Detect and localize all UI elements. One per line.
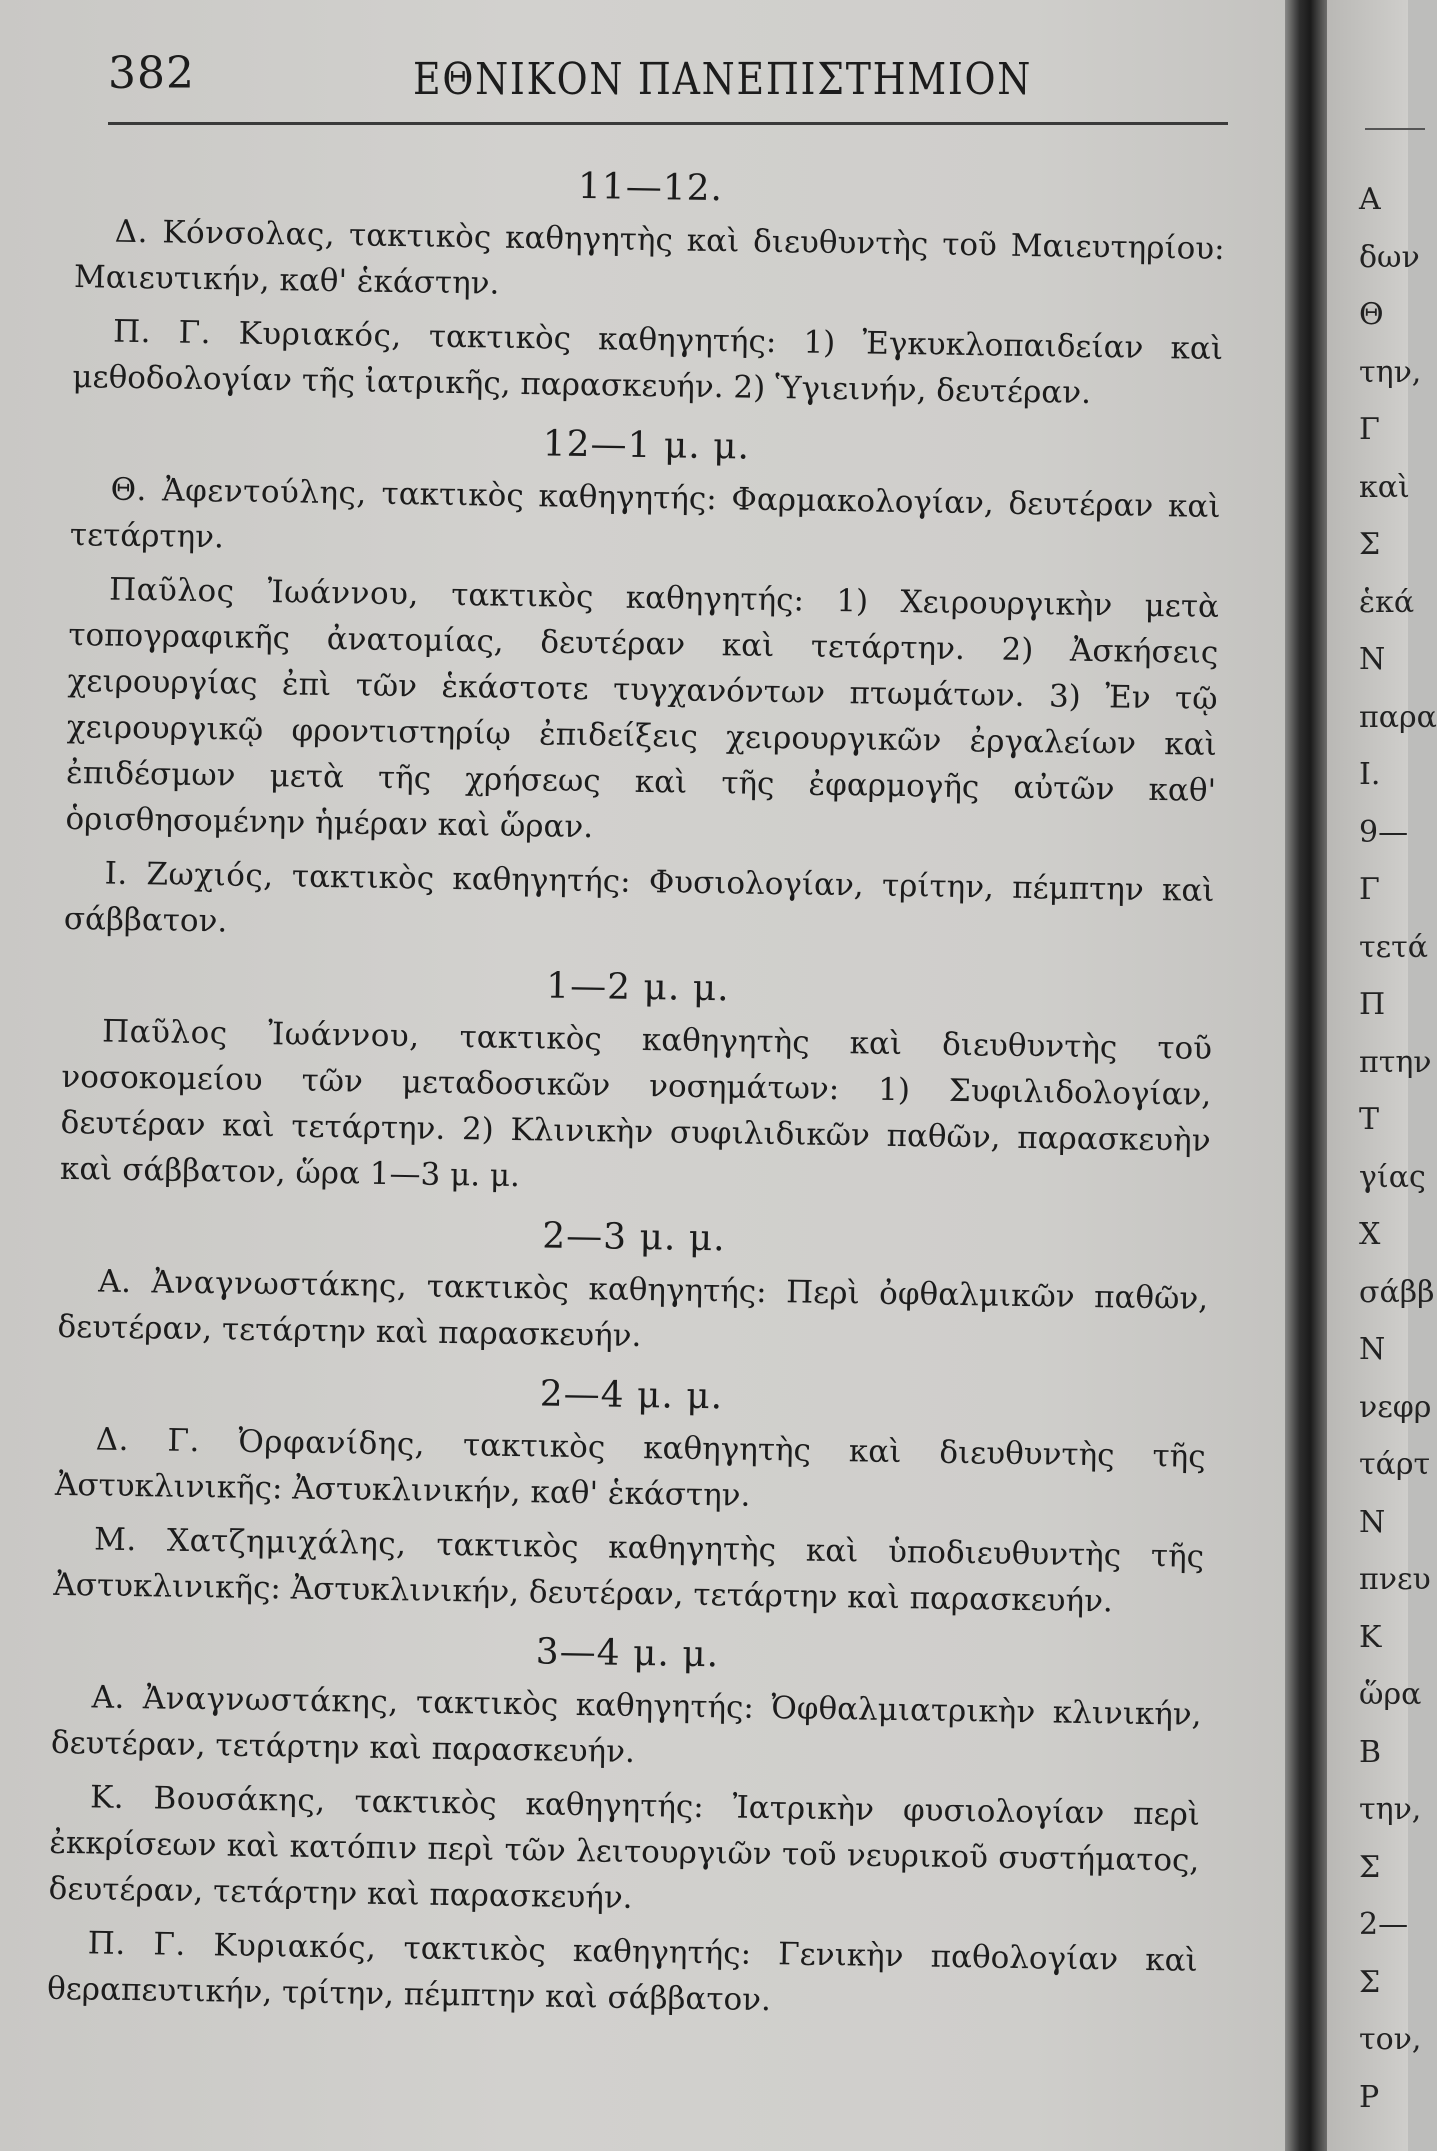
facing-page-fragment: Β [1359,1734,1382,1770]
facing-page-fragment: 9— [1359,814,1409,850]
professor-name: Παῦλος Ἰωάννου, [101,1013,420,1055]
professor-name: Ι. Ζωχιός, [104,855,274,895]
hour-heading: 2—3 μ. μ. [541,1215,726,1260]
facing-page-fragment: την, [1359,1792,1422,1827]
course-description: τακτικὸς καθηγητής: 1) Χειρουργικὴν μετὰ τοπογραφικῆς ἀνατομίας, δευτέραν καὶ τετάρτην. 2) Ἀσκήσεις χειρουργίας ἐπὶ τῶν ἑκάστοτε τυγχανόντων πτωμάτων. 3) Ἐν τῷ χειρουργικῷ φροντιστηρίῳ ἐπιδείξεις χειρουργικῶν ἐργαλείων καὶ ἐπιδέσμων μετὰ τῆς χρήσεως καὶ τῆς ἐφαρμογῆς αὐτῶν καθ' ὁρισθησομένην ἡμέραν καὶ ὥραν. [65,576,1220,846]
hour-heading: 11—12. [577,165,724,210]
book-gutter [1285,0,1327,2151]
page-header [108,48,1228,118]
course-description: τακτικὸς καθηγητὴς καὶ διευθυντὴς τοῦ νοσοκομείου τῶν μεταδοσικῶν νοσημάτων: 1) Συφιλιδολογίαν, δευτέραν καὶ τετάρτην. 2) Κλινικὴν συφιλιδικῶν παθῶν, παρασκευὴν καὶ σάββατον, ὥρα 1—3 μ. μ. [59,1018,1213,1195]
course-entry [47,1920,1198,2030]
course-entry [55,1416,1206,1526]
course-description: τακτικὸς καθηγητής: 1) Ἐγκυκλοπαιδείαν καὶ μεθοδολογίαν τῆς ἰατρικῆς, παρασκευήν. 2) Ὑγιεινήν, δευτέραν. [72,318,1224,411]
course-description: τακτικὸς καθηγητὴς καὶ διευθυντὴς τοῦ Μαιευτηρίου: Μαιευτικήν, καθ' ἑκάστην. [73,217,1225,302]
facing-page-fragment: Ι. [1359,757,1381,792]
professor-name: Παῦλος Ἰωάννου, [108,571,420,613]
facing-page-fragment: Ν [1359,642,1386,677]
facing-page-fragment: Γ [1359,872,1380,907]
course-entry [64,850,1215,960]
hour-heading: 1—2 μ. μ. [545,965,730,1010]
course-entry [53,1516,1204,1626]
professor-name: Π. Γ. Κυριακός, [87,1925,377,1966]
facing-page-fragment: Κ [1359,1619,1382,1655]
course-entry [51,1674,1202,1784]
facing-page-fragment: Γ [1359,412,1380,447]
facing-page-fragment: νεφρ [1359,1389,1432,1425]
professor-name: Α. Ἀναγνωστάκης, [91,1679,399,1721]
facing-page-fragment: Ν [1359,1332,1386,1367]
facing-page-fragment: Α [1359,182,1381,217]
facing-page-fragment: παρα [1359,699,1437,735]
facing-page-fragment: 2— [1359,1907,1409,1942]
course-entry [57,1258,1208,1368]
facing-page-fragment: τετά [1359,929,1428,965]
professor-name: Κ. Βουσάκης, [89,1779,326,1820]
facing-page-fragment: ἑκά [1359,584,1415,620]
facing-page-fragment: καὶ [1359,469,1410,505]
page-number: 382 [108,48,195,99]
facing-page-fragment: Π [1359,987,1386,1022]
professor-name: Π. Γ. Κυριακός, [112,313,403,355]
course-entry [48,1774,1200,1930]
professor-name: Δ. Γ. Ὀρφανίδης, [95,1421,426,1463]
facing-page-fragment: σάββ [1359,1274,1435,1310]
facing-page-fragment: Ρ [1359,2079,1380,2115]
course-description: τακτικὸς καθηγητής: Φαρμακολογίαν, δευτέραν καὶ τετάρτην. [69,475,1221,556]
course-entry [65,566,1219,860]
course-description: τακτικὸς καθηγητής: Ὀφθαλμιατρικὴν κλινικήν, δευτέραν, τετάρτην καὶ παρασκευήν. [50,1684,1202,1770]
facing-page-fragment: Σ [1359,1964,1381,2000]
hour-heading: 3—4 μ. μ. [535,1631,720,1676]
course-description: τακτικὸς καθηγητής: Περὶ ὀφθαλμικῶν παθῶν, δευτέραν, τετάρτην καὶ παρασκευήν. [57,1268,1209,1355]
header-rule [108,122,1228,125]
professor-name: Θ. Ἀφεντούλης, [110,471,368,512]
course-description: τακτικὸς καθηγητὴς καὶ διευθυντὴς τῆς Ἀστυκλινικῆς: Ἀστυκλινικήν, καθ' ἑκάστην. [54,1426,1206,1514]
facing-page-fragment: ὥρα [1359,1677,1422,1712]
facing-page-fragment: Ν [1359,1504,1386,1540]
facing-page-fragment: Θ [1359,297,1384,332]
course-entry [60,1008,1213,1210]
facing-page-fragment: δων [1359,239,1420,275]
course-description: τακτικὸς καθηγητής: Φυσιολογίαν, τρίτην, πέμπτην καὶ σάββατον. [63,858,1215,940]
running-head: ΕΘΝΙΚΟΝ ΠΑΝΕΠΙΣΤΗΜΙΟΝ [413,54,1033,105]
course-description: τακτικὸς καθηγητὴς καὶ ὑποδιευθυντὴς τῆς Ἀστυκλινικῆς: Ἀστυκλινικήν, δευτέραν, τετάρτην καὶ παρασκευήν. [53,1526,1205,1620]
schedule-body [47,150,1226,2038]
facing-header-rule [1365,128,1425,130]
facing-page-fragment: Τ [1359,1102,1380,1137]
course-description: τακτικὸς καθηγητής: Γενικὴν παθολογίαν καὶ θεραπευτικήν, τρίτην, πέμπτην καὶ σάββατον. [46,1929,1198,2019]
professor-name: Μ. Χατζημιχάλης, [93,1521,407,1563]
hour-heading: 12—1 μ. μ. [542,423,751,468]
professor-name: Α. Ἀναγνωστάκης, [97,1263,408,1305]
facing-page-fragment: Σ [1359,527,1381,562]
facing-page-fragment: την, [1359,354,1422,390]
facing-page-fragment: Χ [1359,1217,1381,1252]
course-entry [74,208,1225,318]
course-entry [70,466,1221,576]
facing-page-fragment: γίας [1359,1159,1426,1195]
course-entry [72,308,1223,418]
facing-page-fragment: τον, [1359,2022,1422,2057]
hour-heading: 2—4 μ. μ. [539,1373,724,1418]
facing-page-fragment: πτην [1359,1044,1432,1080]
facing-page-fragment: τάρτ [1359,1447,1431,1482]
professor-name: Δ. Κόνσολας, [114,213,336,254]
course-description: τακτικὸς καθηγητής: Ἰατρικὴν φυσιολογίαν περὶ ἐκκρίσεων καὶ κατόπιν περὶ τῶν λειτουργιῶν τοῦ νευρικοῦ συστήματος, δευτέραν, τετάρτην καὶ παρασκευήν. [48,1783,1201,1916]
facing-page [1327,0,1437,2151]
facing-page-fragment: Σ [1359,1849,1381,1885]
facing-page-fragment: πνευ [1359,1562,1431,1597]
